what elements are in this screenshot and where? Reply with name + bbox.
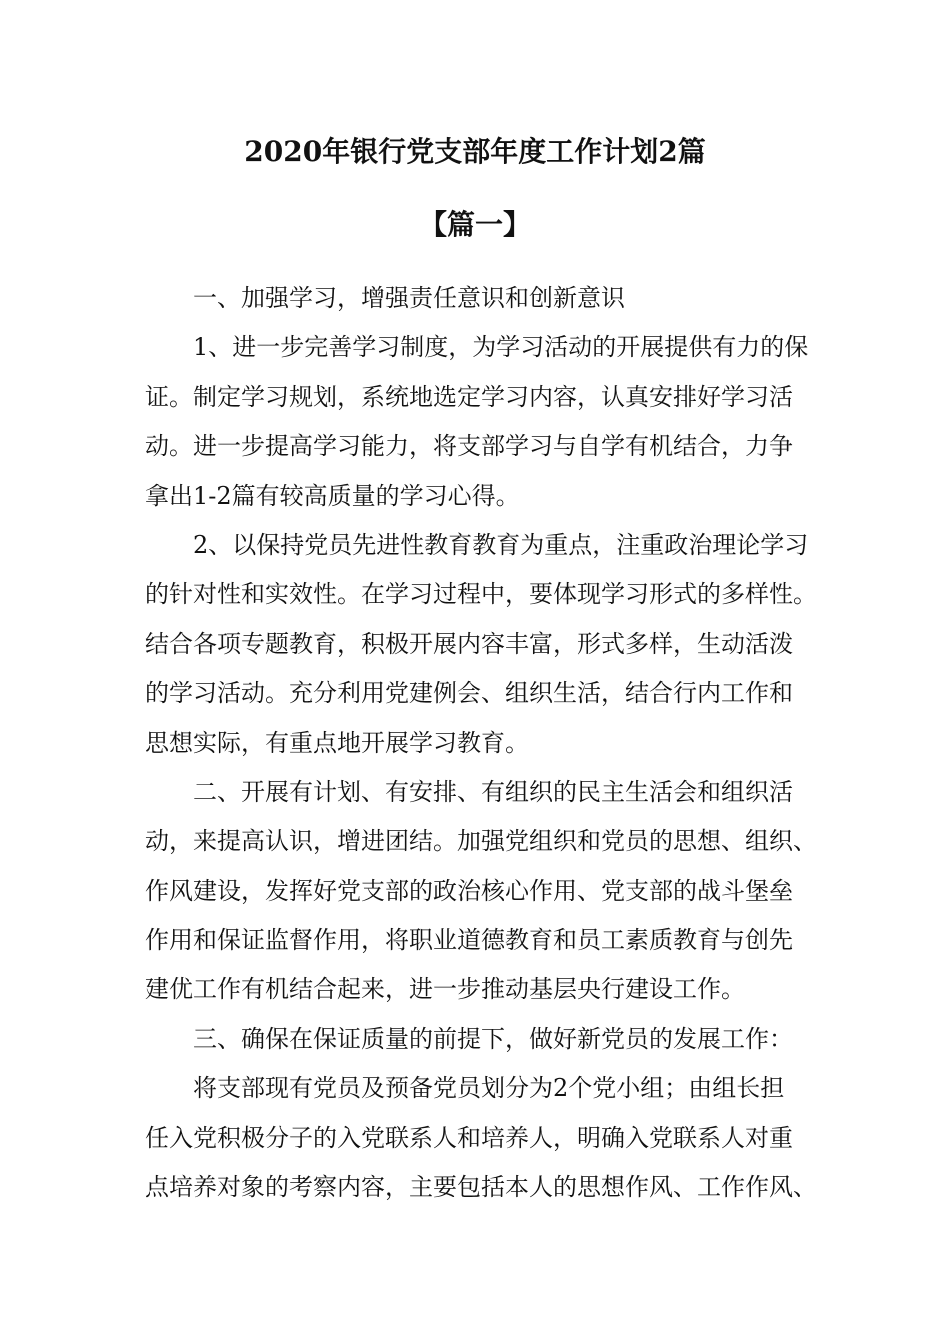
document-body xyxy=(145,274,825,1212)
text-line: 2、以保持党员先进性教育教育为重点，注重政治理论学习 xyxy=(193,530,809,559)
text-line: 建优工作有机结合起来，进一步推动基层央行建设工作。 xyxy=(145,975,745,1004)
text-line: 二、开展有计划、有安排、有组织的民主生活会和组织活 xyxy=(193,777,793,806)
text-line: 的学习活动。充分利用党建例会、组织生活，结合行内工作和 xyxy=(145,679,793,708)
text-line: 拿出1-2篇有较高质量的学习心得。 xyxy=(145,481,520,510)
text-line: 一、加强学习，增强责任意识和创新意识 xyxy=(193,284,625,312)
text-line: 作风建设，发挥好党支部的政治核心作用、党支部的战斗堡垒 xyxy=(145,876,793,905)
text-line: 动。进一步提高学习能力，将支部学习与自学有机结合，力争 xyxy=(145,432,793,461)
text-line: 将支部现有党员及预备党员划分为2个党小组；由组长担 xyxy=(193,1074,785,1103)
text-line: 结合各项专题教育，积极开展内容丰富，形式多样，生动活泼 xyxy=(145,629,793,658)
text-line: 点培养对象的考察内容，主要包括本人的思想作风、工作作风、 xyxy=(145,1173,817,1202)
text-line: 任入党积极分子的入党联系人和培养人，明确入党联系人对重 xyxy=(145,1123,793,1152)
document-title: 2020年银行党支部年度工作计划2篇 xyxy=(244,135,706,168)
text-line: 三、确保在保证质量的前提下，做好新党员的发展工作： xyxy=(193,1024,793,1053)
text-line: 1、进一步完善学习制度，为学习活动的开展提供有力的保 xyxy=(193,333,809,362)
text-line: 动，来提高认识，增进团结。加强党组织和党员的思想、组织、 xyxy=(145,827,817,856)
text-line: 思想实际，有重点地开展学习教育。 xyxy=(145,728,529,757)
text-line: 的针对性和实效性。在学习过程中，要体现学习形式的多样性。 xyxy=(145,580,817,609)
section-heading: 【篇一】 xyxy=(418,208,531,241)
text-line: 作用和保证监督作用，将职业道德教育和员工素质教育与创先 xyxy=(145,926,793,955)
text-line: 证。制定学习规划，系统地选定学习内容，认真安排好学习活 xyxy=(145,382,793,411)
